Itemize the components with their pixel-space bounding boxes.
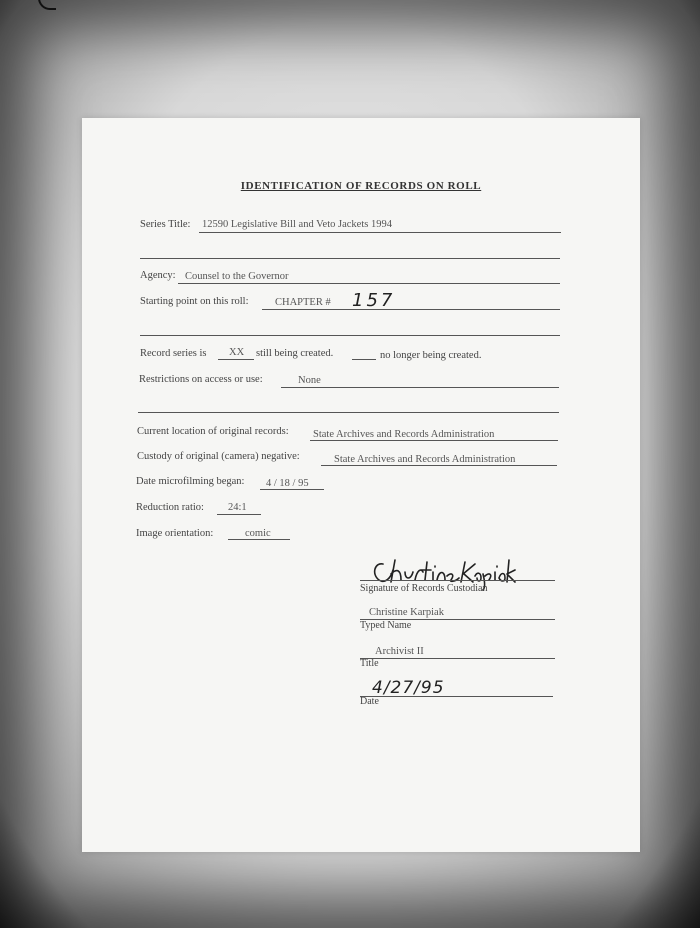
still-created-label: still being created. [256, 348, 334, 359]
date-began-label: Date microfilming began: [136, 476, 245, 487]
restrictions-value: None [298, 375, 321, 386]
starting-point-line [262, 309, 560, 310]
orientation-line [228, 539, 290, 540]
typed-name-label: Typed Name [360, 620, 412, 631]
date-began-value: 4 / 18 / 95 [266, 478, 309, 489]
starting-point-value: CHAPTER # [275, 297, 331, 308]
custody-line [321, 465, 557, 466]
signature-label: Signature of Records Custodian [360, 583, 488, 594]
film-corner-mark [38, 0, 56, 10]
form-title: IDENTIFICATION OF RECORDS ON ROLL [240, 180, 482, 192]
no-longer-line [352, 359, 376, 360]
record-series-mark: XX [229, 347, 245, 358]
agency-label: Agency: [140, 270, 176, 281]
title-label: Title [360, 658, 379, 669]
orientation-value: comic [245, 528, 271, 539]
date-handwritten: 4/27/95 [372, 678, 445, 698]
reduction-line [217, 514, 261, 515]
orientation-label: Image orientation: [136, 528, 214, 539]
starting-point-label: Starting point on this roll: [140, 296, 249, 307]
records-form-sheet [82, 118, 640, 852]
current-location-label: Current location of original records: [137, 426, 289, 437]
date-label: Date [360, 696, 379, 707]
current-location-value: State Archives and Records Administration [313, 429, 495, 440]
series-title-line [199, 232, 561, 233]
current-location-line [310, 440, 558, 441]
agency-line [178, 283, 560, 284]
custody-label: Custody of original (camera) negative: [137, 451, 300, 462]
date-began-line [260, 489, 324, 490]
restrictions-line [281, 387, 559, 388]
title-line [360, 658, 555, 659]
signature-line [360, 580, 555, 581]
starting-point-handwritten: 157 [352, 290, 396, 311]
reduction-value: 24:1 [228, 502, 247, 513]
series-title-line-2 [140, 258, 560, 259]
starting-point-line-2 [140, 335, 560, 336]
series-title-label: Series Title: [140, 219, 191, 230]
restrictions-label: Restrictions on access or use: [139, 374, 263, 385]
restrictions-line-2 [138, 412, 559, 413]
record-series-label: Record series is [140, 348, 207, 359]
record-series-mark-line [218, 359, 254, 360]
series-title-value: 12590 Legislative Bill and Veto Jackets 1994 [202, 219, 392, 230]
date-line [360, 696, 553, 697]
reduction-label: Reduction ratio: [136, 502, 204, 513]
custody-value: State Archives and Records Administration [334, 454, 516, 465]
title-value: Archivist II [375, 646, 424, 657]
typed-name-value: Christine Karpiak [369, 607, 444, 618]
no-longer-label: no longer being created. [380, 350, 482, 361]
agency-value: Counsel to the Governor [185, 271, 289, 282]
